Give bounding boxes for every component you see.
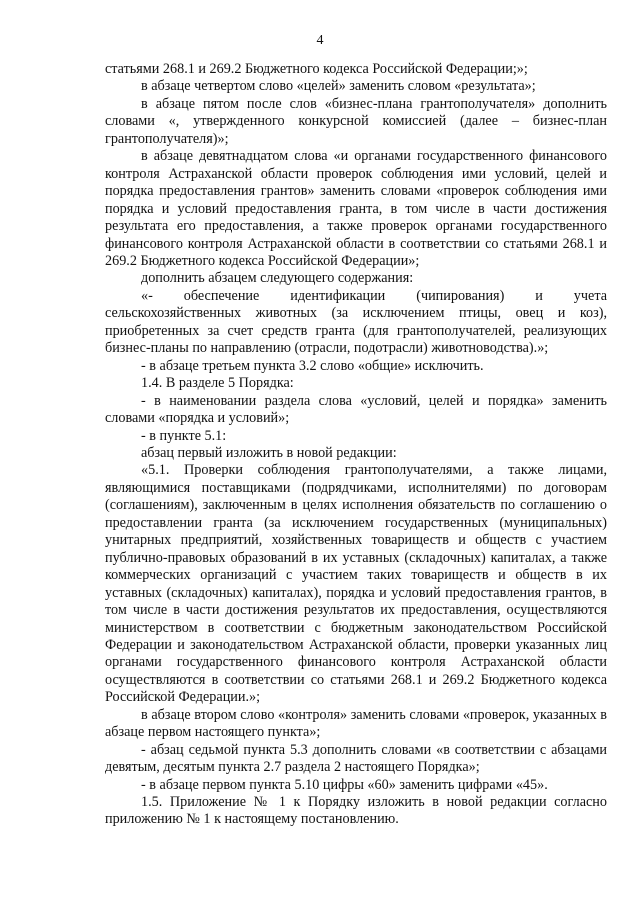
page-number: 4 <box>316 33 324 48</box>
paragraph: - абзац седьмой пункта 5.3 дополнить словами «в соответствии с абзацами девятым, десятым пункта 2.7 раздела 2 настоящего Порядка»; <box>105 741 607 776</box>
paragraph: статьями 268.1 и 269.2 Бюджетного кодекса Российской Федерации;»; <box>105 61 528 77</box>
paragraph: 1.4. В разделе 5 Порядка: <box>141 375 294 392</box>
paragraph: 1.5. Приложение № 1 к Порядку изложить в новой редакции согласно приложению № 1 к настоящему постановлению. <box>105 794 607 828</box>
paragraph: дополнить абзацем следующего содержания: <box>141 270 414 287</box>
paragraph: - в абзаце третьем пункта 3.2 слово «общие» исключить. <box>141 357 484 374</box>
paragraph: «- обеспечение идентификации (чипирования) и учета сельскохозяйственных животных (за исключением птицы, овец и коз), приобретенных за счет средств гранта (для грантополучателей, реализующих бизнес-планы по направлению (отрасли, подотрасли) животноводства).»; <box>105 287 607 357</box>
paragraph: в абзаце втором слово «контроля» заменить словами «проверок, указанных в абзаце первом настоящего пункта»; <box>105 706 607 741</box>
paragraph: абзац первый изложить в новой редакции: <box>141 444 397 461</box>
paragraph: - в абзаце первом пункта 5.10 цифры «60» заменить цифрами «45». <box>141 776 548 793</box>
paragraph: в абзаце пятом после слов «бизнес-плана грантополучателя» дополнить словами «, утвержденного конкурсной комиссией (далее – бизнес-план грантополучателя)»; <box>105 95 607 147</box>
paragraph: «5.1. Проверки соблюдения грантополучателями, а также лицами, являющимися поставщиками (подрядчиками, исполнителями) по договорам (соглашениям), заключенным в целях исполнения обязательств по соглашению о предоставлении гранта (за исключением государственных (муниципальных) унитарных предприятий, хозяйственных товариществ и обществ с участием публично-правовых образований в их уставных (складочных) капиталах, а также коммерческих организаций с участием таких товариществ и обществ в их уставных (складочных) капиталах), порядка и условий предоставления грантов, в том числе в части достижения результатов их предоставления, осуществляются министерством в соответствии с бюджетным законодательством Российской Федерации и законодательством Астраханской области, проверки указанных лиц органами государственного финансового контроля Астраханской области осуществляются в соответствии со статьями 268.1 и 269.2 Бюджетного кодекса Российской Федерации.»; <box>105 462 607 706</box>
document-body <box>105 61 607 829</box>
paragraph: в абзаце четвертом слово «целей» заменить словом «результата»; <box>141 78 536 95</box>
paragraph: - в пункте 5.1: <box>141 427 227 444</box>
paragraph: в абзаце девятнадцатом слова «и органами государственного финансового контроля Астраханской области проверок соблюдения ими условий, целей и порядка предоставления грантов» заменить словами «проверок соблюдения ими порядка и условий предоставления гранта, в том числе в части достижения результата его предоставления, а также проверок органами государственного финансового контроля Астраханской области в соответствии со статьями 268.1 и 269.2 Бюджетного кодекса Российской Федерации»; <box>105 148 607 269</box>
paragraph: - в наименовании раздела слова «условий, целей и порядка» заменить словами «порядка и условий»; <box>105 392 607 427</box>
